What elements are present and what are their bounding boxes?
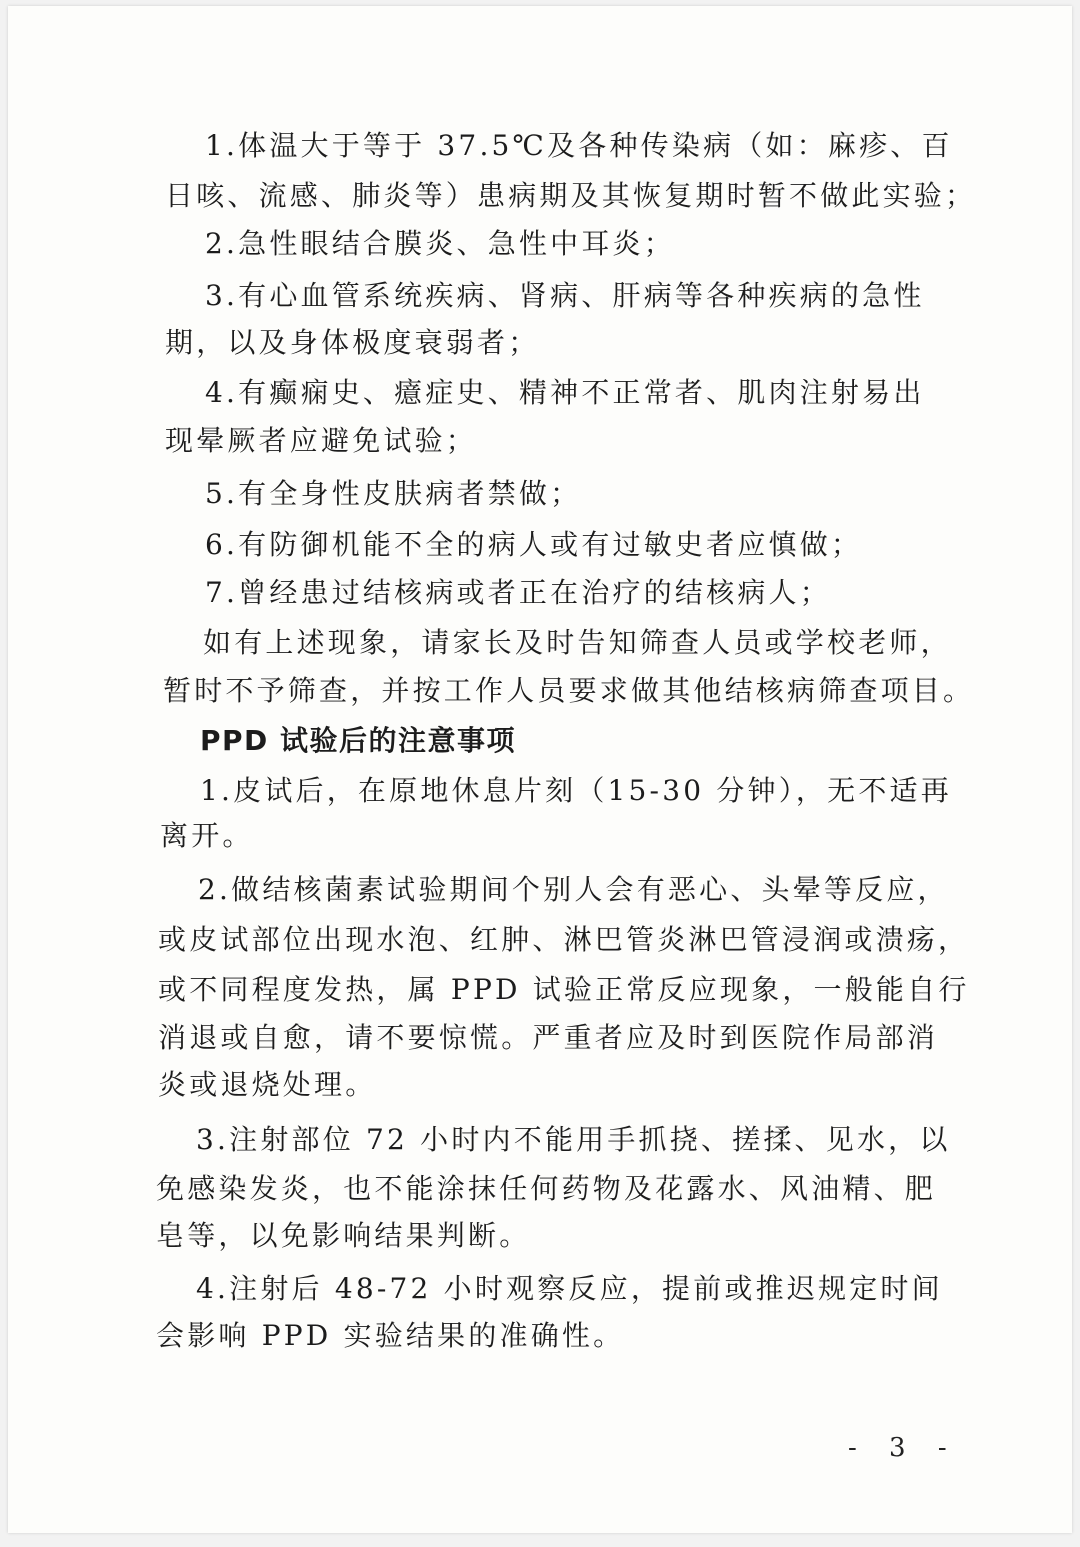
- paragraph-1-line-1: 1.体温大于等于 37.5℃及各种传染病（如：麻疹、百: [205, 129, 953, 162]
- note-2-line-3: 或不同程度发热，属 PPD 试验正常反应现象，一般能自行: [158, 973, 970, 1006]
- note-4-line-1: 4.注射后 48-72 小时观察反应，提前或推迟规定时间: [196, 1272, 943, 1305]
- paragraph-7-line-1: 7.曾经患过结核病或者正在治疗的结核病人；: [205, 576, 831, 609]
- paragraph-1-line-2: 日咳、流感、肺炎等）患病期及其恢复期时暂不做此实验；: [165, 179, 977, 212]
- note-2-line-4: 消退或自愈，请不要惊慌。严重者应及时到医院作局部消: [158, 1021, 939, 1054]
- paragraph-8-line-2: 暂时不予筛查，并按工作人员要求做其他结核病筛查项目。: [163, 674, 975, 707]
- paragraph-4-line-1: 4.有癫痫史、癔症史、精神不正常者、肌肉注射易出: [205, 376, 925, 409]
- paragraph-4-line-2: 现晕厥者应避免试验；: [165, 424, 478, 457]
- section-heading: PPD 试验后的注意事项: [200, 724, 517, 757]
- paragraph-5-line-1: 5.有全身性皮肤病者禁做；: [205, 477, 582, 510]
- note-2-line-2: 或皮试部位出现水泡、红肿、淋巴管炎淋巴管浸润或溃疡，: [158, 923, 970, 956]
- note-2-line-5: 炎或退烧处理。: [158, 1068, 377, 1101]
- note-2-line-1: 2.做结核菌素试验期间个别人会有恶心、头晕等反应，: [198, 873, 949, 906]
- note-4-line-2: 会影响 PPD 实验结果的准确性。: [156, 1319, 625, 1352]
- note-1-line-1: 1.皮试后，在原地休息片刻（15-30 分钟），无不适再: [200, 774, 952, 807]
- note-1-line-2: 离开。: [160, 819, 254, 852]
- paragraph-3-line-1: 3.有心血管系统疾病、肾病、肝病等各种疾病的急性: [205, 279, 925, 312]
- note-3-line-3: 皂等，以免影响结果判断。: [156, 1219, 531, 1252]
- paragraph-3-line-2: 期，以及身体极度衰弱者；: [165, 326, 540, 359]
- page-number: - 3 -: [848, 1433, 959, 1463]
- note-3-line-1: 3.注射部位 72 小时内不能用手抓挠、搓揉、见水，以: [196, 1123, 951, 1156]
- paragraph-8-line-1: 如有上述现象，请家长及时告知筛查人员或学校老师，: [203, 626, 952, 659]
- paragraph-6-line-1: 6.有防御机能不全的病人或有过敏史者应慎做；: [205, 528, 863, 561]
- paragraph-2-line-1: 2.急性眼结合膜炎、急性中耳炎；: [205, 227, 675, 260]
- note-3-line-2: 免感染发炎，也不能涂抹任何药物及花露水、风油精、肥: [156, 1172, 937, 1205]
